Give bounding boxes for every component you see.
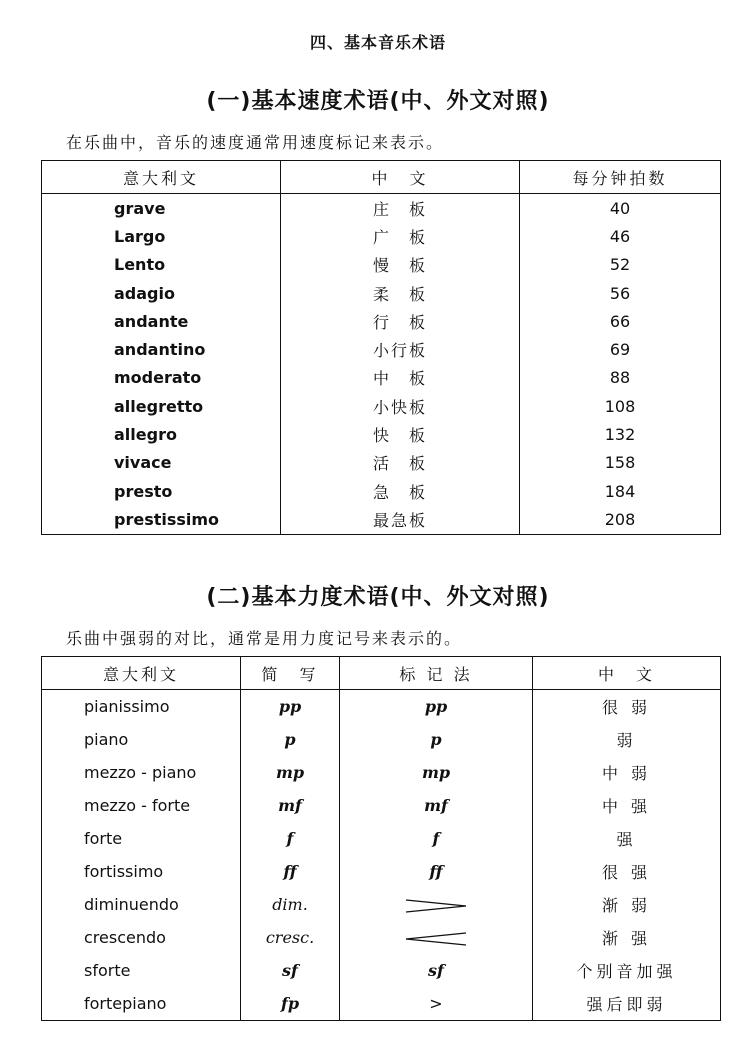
dynamics-italian: diminuendo — [84, 895, 179, 914]
dynamics-section-title: (二)基本力度术语(中、外文对照) — [206, 585, 550, 610]
dynamics-row — [42, 723, 721, 756]
dynamics-row — [42, 954, 721, 987]
tempo-bpm: 108 — [604, 396, 636, 416]
tempo-table — [41, 160, 721, 535]
tempo-chinese: 广 板 — [281, 222, 520, 250]
dynamics-table-header-row — [42, 657, 721, 690]
dynamics-mark: pp — [340, 690, 533, 724]
tempo-row — [42, 477, 721, 505]
tempo-chinese: 快 板 — [281, 420, 520, 448]
dynamics-header-abbr: 简 写 — [241, 657, 340, 690]
tempo-chinese: 小行板 — [281, 335, 520, 363]
dynamics-table-body — [42, 690, 721, 1021]
diminuendo-hairpin-icon — [404, 898, 468, 914]
dynamics-abbr: dim. — [241, 888, 340, 921]
tempo-row — [42, 392, 721, 420]
dynamics-abbr: sf — [241, 954, 340, 987]
tempo-header-bpm: 每分钟拍数 — [520, 161, 721, 194]
dynamics-mark: p — [340, 723, 533, 756]
dynamics-abbr: f — [241, 822, 340, 855]
tempo-intro: 在乐曲中，音乐的速度通常用速度标记来表示。 — [66, 133, 445, 152]
tempo-italian: Largo — [114, 226, 166, 246]
tempo-italian: prestissimo — [114, 509, 220, 529]
tempo-italian: andante — [114, 311, 189, 331]
dynamics-header-mark: 标 记 法 — [340, 657, 533, 690]
tempo-bpm: 132 — [604, 425, 636, 445]
tempo-header-chinese: 中 文 — [281, 161, 520, 194]
dynamics-chinese: 渐 强 — [533, 921, 721, 954]
tempo-row — [42, 449, 721, 477]
dynamics-header-chinese: 中 文 — [533, 657, 721, 690]
dynamics-italian: piano — [84, 730, 129, 749]
dynamics-chinese: 很 强 — [533, 855, 721, 888]
dynamics-chinese: 中 弱 — [533, 756, 721, 789]
dynamics-chinese: 弱 — [533, 723, 721, 756]
dynamics-abbr: p — [241, 723, 340, 756]
dynamics-mark: ff — [340, 855, 533, 888]
dynamics-chinese: 很 弱 — [533, 690, 721, 724]
dynamics-abbr: ff — [241, 855, 340, 888]
dynamics-mark — [340, 987, 533, 1021]
tempo-section-title: (一)基本速度术语(中、外文对照) — [206, 89, 550, 114]
dynamics-intro: 乐曲中强弱的对比，通常是用力度记号来表示的。 — [66, 629, 463, 648]
tempo-chinese: 慢 板 — [281, 251, 520, 279]
tempo-row — [42, 279, 721, 307]
tempo-bpm: 158 — [604, 453, 636, 473]
tempo-chinese: 柔 板 — [281, 279, 520, 307]
tempo-italian: andantino — [114, 340, 206, 360]
dynamics-italian: mezzo - forte — [84, 796, 191, 815]
tempo-chinese: 小快板 — [281, 392, 520, 420]
tempo-bpm: 69 — [609, 340, 631, 360]
dynamics-abbr: cresc. — [241, 921, 340, 954]
dynamics-row — [42, 789, 721, 822]
tempo-bpm: 66 — [609, 311, 631, 331]
page-heading: 四、基本音乐术语 — [309, 33, 446, 52]
tempo-chinese: 中 板 — [281, 364, 520, 392]
tempo-bpm: 52 — [609, 255, 631, 275]
tempo-bpm: 208 — [604, 509, 636, 529]
tempo-bpm: 88 — [609, 368, 631, 388]
tempo-row — [42, 222, 721, 250]
dynamics-table — [41, 656, 721, 1021]
tempo-row — [42, 364, 721, 392]
dynamics-mark — [340, 921, 533, 954]
dynamics-italian: crescendo — [84, 928, 166, 947]
crescendo-hairpin-icon — [404, 931, 468, 947]
dynamics-row — [42, 888, 721, 921]
dynamics-mark — [340, 888, 533, 921]
dynamics-row — [42, 987, 721, 1021]
dynamics-abbr: fp — [241, 987, 340, 1021]
tempo-bpm: 184 — [604, 481, 636, 501]
tempo-header-italian: 意大利文 — [42, 161, 281, 194]
dynamics-chinese: 中 强 — [533, 789, 721, 822]
dynamics-mark: f — [340, 822, 533, 855]
dynamics-italian: pianissimo — [84, 697, 170, 716]
dynamics-italian: sforte — [84, 961, 131, 980]
tempo-italian: adagio — [114, 283, 175, 303]
dynamics-header-italian: 意大利文 — [42, 657, 241, 690]
dynamics-row — [42, 690, 721, 724]
tempo-bpm: 56 — [609, 283, 631, 303]
tempo-bpm: 40 — [609, 198, 631, 218]
dynamics-italian: mezzo - piano — [84, 763, 197, 782]
tempo-row — [42, 194, 721, 223]
dynamics-chinese: 渐 弱 — [533, 888, 721, 921]
dynamics-abbr: mp — [241, 756, 340, 789]
dynamics-row — [42, 855, 721, 888]
tempo-table-header-row — [42, 161, 721, 194]
tempo-italian: presto — [114, 481, 173, 501]
dynamics-row — [42, 921, 721, 954]
tempo-italian: vivace — [114, 453, 172, 473]
dynamics-mark: mf — [340, 789, 533, 822]
dynamics-italian: fortepiano — [84, 994, 167, 1013]
dynamics-abbr: mf — [241, 789, 340, 822]
tempo-italian: grave — [114, 198, 166, 218]
tempo-chinese: 最急板 — [281, 505, 520, 534]
tempo-row — [42, 251, 721, 279]
tempo-italian: allegro — [114, 425, 177, 445]
dynamics-row — [42, 756, 721, 789]
tempo-italian: allegretto — [114, 396, 204, 416]
tempo-bpm: 46 — [609, 226, 631, 246]
dynamics-chinese: 强后即弱 — [533, 987, 721, 1021]
tempo-table-body — [42, 194, 721, 535]
tempo-chinese: 急 板 — [281, 477, 520, 505]
tempo-row — [42, 420, 721, 448]
dynamics-mark: mp — [340, 756, 533, 789]
tempo-chinese: 庄 板 — [281, 194, 520, 223]
accent-mark: > — [429, 994, 443, 1013]
dynamics-mark: sf — [340, 954, 533, 987]
tempo-chinese: 活 板 — [281, 449, 520, 477]
tempo-row — [42, 505, 721, 534]
tempo-italian: moderato — [114, 368, 202, 388]
dynamics-chinese: 个别音加强 — [533, 954, 721, 987]
dynamics-italian: forte — [84, 829, 123, 848]
dynamics-italian: fortissimo — [84, 862, 164, 881]
dynamics-row — [42, 822, 721, 855]
tempo-row — [42, 335, 721, 363]
dynamics-chinese: 强 — [533, 822, 721, 855]
tempo-chinese: 行 板 — [281, 307, 520, 335]
dynamics-abbr: pp — [241, 690, 340, 724]
tempo-italian: Lento — [114, 255, 166, 275]
tempo-row — [42, 307, 721, 335]
